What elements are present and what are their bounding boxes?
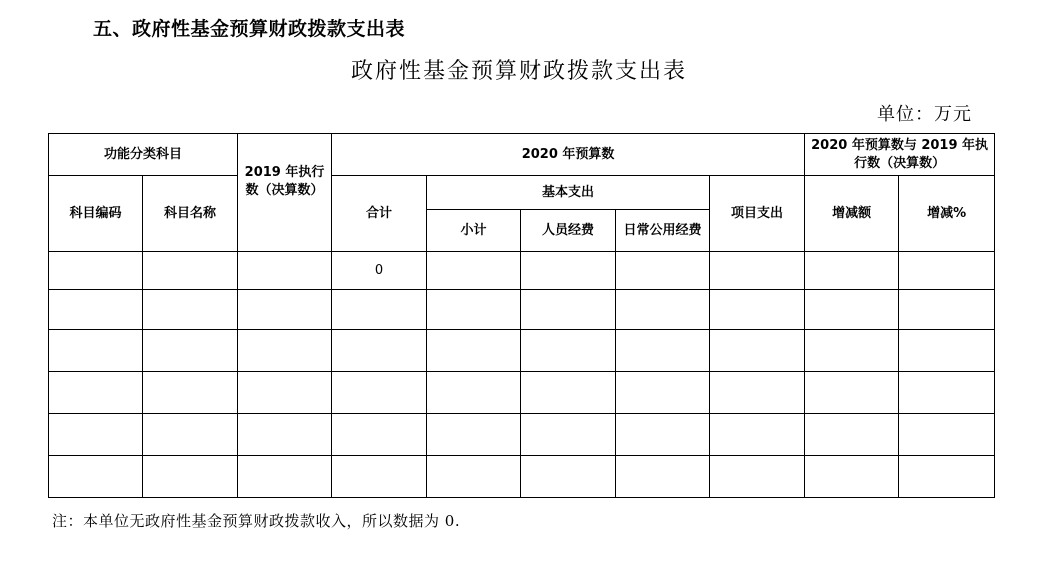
table-cell — [805, 330, 899, 372]
table-cell — [616, 456, 710, 498]
table-cell — [49, 290, 143, 330]
header-subtotal: 小计 — [427, 210, 521, 252]
table-cell — [427, 414, 521, 456]
header-public: 日常公用经费 — [616, 210, 710, 252]
table-cell — [710, 290, 805, 330]
table-cell — [49, 414, 143, 456]
table-cell — [49, 330, 143, 372]
table-cell — [899, 290, 995, 330]
header-compare-group: 2020 年预算数与 2019 年执行数（决算数） — [805, 134, 995, 176]
table-title: 政府性基金预算财政拨款支出表 — [350, 59, 687, 84]
table-cell — [332, 290, 427, 330]
header-prior-year: 2019 年执行数（决算数） — [238, 134, 332, 252]
table-cell — [238, 330, 332, 372]
table-cell — [49, 456, 143, 498]
table-cell — [710, 372, 805, 414]
table-cell — [427, 252, 521, 290]
budget-table — [48, 133, 995, 498]
table-cell — [49, 372, 143, 414]
table-cell — [427, 330, 521, 372]
table-cell — [710, 252, 805, 290]
table-cell — [49, 252, 143, 290]
table-cell — [143, 456, 238, 498]
table-cell — [616, 330, 710, 372]
header-budget-group: 2020 年预算数 — [332, 134, 805, 176]
table-cell — [427, 372, 521, 414]
header-change-amount: 增减额 — [805, 176, 899, 252]
table-cell — [332, 414, 427, 456]
table-cell — [521, 372, 616, 414]
header-change-pct: 增减% — [899, 176, 995, 252]
table-cell — [899, 372, 995, 414]
table-cell — [521, 252, 616, 290]
table-cell — [143, 252, 238, 290]
table-cell — [805, 456, 899, 498]
table-cell — [899, 456, 995, 498]
table-cell: 0 — [332, 252, 427, 290]
header-name: 科目名称 — [143, 176, 238, 252]
table-row — [49, 330, 995, 372]
table-cell — [332, 372, 427, 414]
table-cell — [521, 330, 616, 372]
table-cell — [143, 414, 238, 456]
table-cell — [899, 252, 995, 290]
table-cell — [805, 252, 899, 290]
table-cell — [710, 456, 805, 498]
header-project: 项目支出 — [710, 176, 805, 252]
table-cell — [805, 290, 899, 330]
table-cell — [143, 330, 238, 372]
table-cell — [521, 414, 616, 456]
unit-label: 单位：万元 — [877, 104, 972, 125]
table-row — [49, 456, 995, 498]
table-cell — [143, 372, 238, 414]
table-cell — [805, 414, 899, 456]
table-cell — [710, 330, 805, 372]
table-cell — [899, 330, 995, 372]
table-cell — [238, 372, 332, 414]
table-cell — [332, 456, 427, 498]
section-heading: 五、政府性基金预算财政拨款支出表 — [93, 18, 406, 40]
header-code: 科目编码 — [49, 176, 143, 252]
table-cell — [710, 414, 805, 456]
table-row — [49, 252, 995, 290]
table-cell — [899, 414, 995, 456]
table-cell — [616, 252, 710, 290]
header-basic-group: 基本支出 — [427, 176, 710, 210]
table-cell — [143, 290, 238, 330]
table-row — [49, 290, 995, 330]
table-cell — [332, 330, 427, 372]
table-cell — [238, 290, 332, 330]
header-personnel: 人员经费 — [521, 210, 616, 252]
table-cell — [805, 372, 899, 414]
table-cell — [238, 252, 332, 290]
header-category-group: 功能分类科目 — [49, 134, 238, 176]
table-cell — [238, 414, 332, 456]
table-cell — [521, 290, 616, 330]
table-cell — [521, 456, 616, 498]
footnote: 注：本单位无政府性基金预算财政拨款收入，所以数据为 0. — [52, 512, 461, 530]
table-cell — [427, 456, 521, 498]
table-row — [49, 372, 995, 414]
table-row — [49, 414, 995, 456]
table-cell — [427, 290, 521, 330]
table-cell — [616, 414, 710, 456]
table-cell — [616, 290, 710, 330]
header-total: 合计 — [332, 176, 427, 252]
table-cell — [616, 372, 710, 414]
table-cell — [238, 456, 332, 498]
